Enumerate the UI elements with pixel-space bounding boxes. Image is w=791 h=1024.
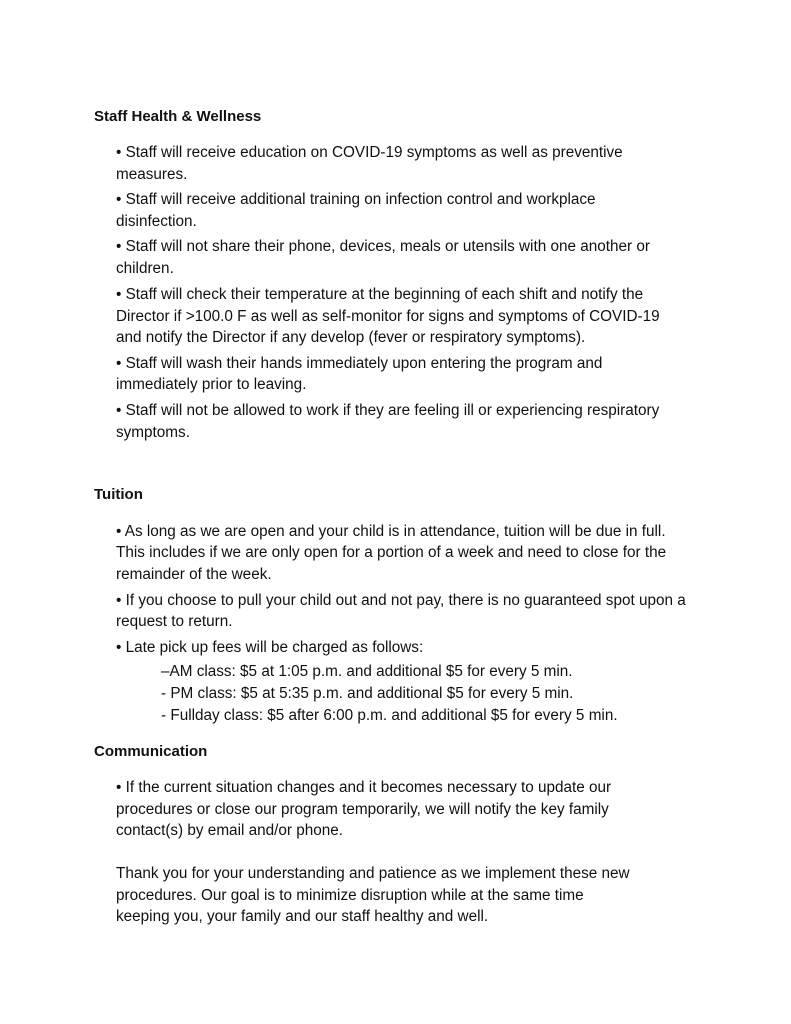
health-line: • Staff will receive additional training on infection control and workplace [116,191,596,208]
tuition-line: remainder of the week. [116,566,272,583]
health-line: measures. [116,166,188,183]
health-line: Director if >100.0 F as well as self-monitor for signs and symptoms of COVID-19 [116,308,660,325]
health-line: symptoms. [116,424,190,441]
closing-line: Thank you for your understanding and patience as we implement these new [116,865,630,882]
health-line: • Staff will not be allowed to work if they are feeling ill or experiencing respiratory [116,402,660,419]
closing-line: procedures. Our goal is to minimize disruption while at the same time [116,887,584,904]
section-heading-health: Staff Health & Wellness [94,108,262,125]
fee-line-pm: - PM class: $5 at 5:35 p.m. and additional $5 for every 5 min. [161,685,574,702]
health-line: • Staff will wash their hands immediately upon entering the program and [116,355,603,372]
communication-line: • If the current situation changes and it becomes necessary to update our [116,779,612,796]
health-line: • Staff will check their temperature at the beginning of each shift and notify the [116,286,644,303]
health-line: immediately prior to leaving. [116,376,307,393]
health-line: children. [116,260,174,277]
communication-line: procedures or close our program temporarily, we will notify the key family [116,801,609,818]
communication-line: contact(s) by email and/or phone. [116,822,344,839]
section-heading-communication: Communication [94,743,208,760]
tuition-line: • If you choose to pull your child out and not pay, there is no guaranteed spot upon a [116,592,686,609]
tuition-line: request to return. [116,613,233,630]
section-heading-tuition: Tuition [94,486,143,503]
fee-line-am: –AM class: $5 at 1:05 p.m. and additional $5 for every 5 min. [161,663,573,680]
tuition-line: • As long as we are open and your child is in attendance, tuition will be due in full. [116,523,666,540]
health-line: • Staff will not share their phone, devices, meals or utensils with one another or [116,238,650,255]
closing-line: keeping you, your family and our staff healthy and well. [116,908,489,925]
health-line: disinfection. [116,213,197,230]
tuition-line: This includes if we are only open for a portion of a week and need to close for the [116,544,667,561]
health-line: and notify the Director if any develop (fever or respiratory symptoms). [116,329,586,346]
tuition-line: • Late pick up fees will be charged as follows: [116,639,424,656]
health-line: • Staff will receive education on COVID-19 symptoms as well as preventive [116,144,623,161]
fee-line-fullday: - Fullday class: $5 after 6:00 p.m. and additional $5 for every 5 min. [161,707,618,724]
